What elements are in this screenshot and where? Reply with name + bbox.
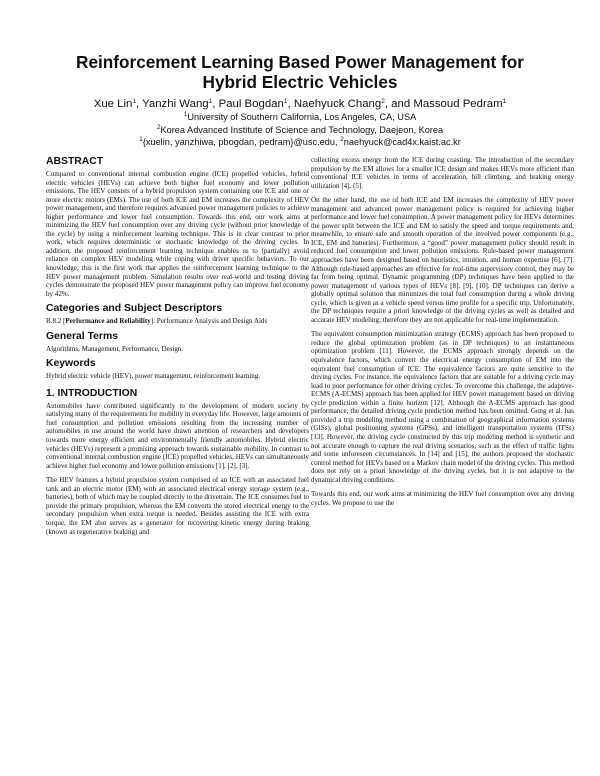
author-emails [0, 136, 600, 149]
introduction-heading: 1. INTRODUCTION [46, 387, 138, 399]
email-usc: {xuelin, yanzhiwa, pbogdan, pedram}@usc.edu, [142, 137, 338, 148]
abstract-section [46, 156, 309, 298]
author-separator: , [212, 98, 219, 110]
author-separator: , [136, 98, 143, 110]
categories-section [46, 303, 309, 326]
left-column [46, 156, 309, 770]
affiliation-mark: 2 [156, 123, 161, 131]
intro-paragraph-1: Automobiles have contributed significantly to the development of modern society by satisfying many of the requirements for mobility in everyday life. However, large amounts of fuel consumption and pollution emissions resulting from the increasing number of automobiles in use around the world have drawn attention of researchers and developers towards more energy efficient and environmentally friendly automobiles. Hybrid electric vehicles (HEVs) represent a promising approach towards sustainable mobility. In contrast to conventional internal combustion engine (ICE) propelled vehicles, HEVs can simultaneously achieve higher fuel economy and lower pollution emissions [1], [2], [3]. [46, 401, 309, 470]
category-code: B.8.2 [ [46, 317, 66, 326]
right-column [311, 156, 574, 770]
affiliation-mark: 1 [283, 98, 288, 105]
general-terms-heading: General Terms [46, 330, 118, 342]
affiliation-text: Korea Advanced Institute of Science and Technology, Daejeon, Korea [160, 124, 444, 135]
category-name: Performance and Reliability [65, 317, 151, 326]
author-name: Naehyuck Chang [293, 98, 382, 110]
affiliation-mark: 1 [208, 98, 213, 105]
keywords-heading: Keywords [46, 358, 96, 370]
author-name: Massoud Pedram [413, 98, 503, 110]
affiliation-mark: 2 [381, 98, 385, 105]
general-terms-text: Algorithms, Management, Performance, Design. [46, 344, 184, 353]
email-kaist: naehyuck@cad4x.kaist.ac.kr [343, 137, 461, 148]
affiliation-mark: 2 [340, 136, 344, 144]
author-name: Paul Bogdan [218, 98, 284, 110]
keywords-text: Hybrid electric vehicle (HEV), power management, reinforcement learning. [46, 372, 261, 381]
intro-paragraph-4: On the other hand, the use of both ICE and EM increases the complexity of HEV power management and advanced power management policy is required for achieving higher performance and lower fuel consumption. A power management policy for HEVs determines the power split between the ICE and EM to satisfy the speed and torque requirements and, meanwhile, to ensure safe and smooth operation of the involved power components (e.g., ICE, EM and batteries). Furthermore, a “good” power management policy should result in reduced fuel consumption and lower pollution emissions. Rule-based power management approaches have been designed based on heuristics, intuition, and human expertise [6], [7]. Although rule-based approaches are effective for real-time supervisory control, they may be far from being optimal. Dynamic programming (DP) techniques have been applied to the power management of various types of HEVs [8], [9], [10]. DP techniques can derive a globally optimal solution that minimizes the total fuel consumption during a whole driving cycle, which is given as a vehicle speed versus time profile for a specific trip. Unfortunately, the DP techniques require a priori knowledge of the driving cycles as well as detailed and accurate HEV modeling; therefore they are not applicable for real-time implementation. [311, 196, 574, 324]
categories-heading: Categories and Subject Descriptors [46, 303, 223, 315]
affiliation-mark: 1 [183, 111, 188, 118]
intro-paragraph-6: Towards this end, our work aims at minimizing the HEV fuel consumption over any driving cycles. We propose to use the [311, 490, 574, 507]
title-line-2: Hybrid Electric Vehicles [202, 72, 398, 92]
affiliation-1 [0, 111, 600, 124]
intro-paragraph-3: collecting excess energy from the ICE during coasting. The introduction of the secondary propulsion by the EM allows for a smaller ICE design and makes HEVs more efficient than conventional ICE vehicles in terms of acceleration, hill climbing, and braking energy utilization [4], [5]. [311, 156, 574, 190]
author-list [0, 97, 600, 111]
paper-title [0, 52, 600, 92]
affiliation-2 [0, 124, 600, 137]
author-name: Xue Lin [93, 98, 133, 110]
affiliation-mark: 1 [502, 98, 507, 105]
abstract-heading: ABSTRACT [46, 156, 104, 167]
introduction-section [46, 388, 309, 536]
category-rest: ]: Performance Analysis and Design Aids [150, 317, 268, 326]
general-terms-section [46, 331, 309, 354]
author-name: Yanzhi Wang [142, 98, 209, 110]
affiliation-mark: 1 [132, 98, 137, 105]
categories-text [46, 317, 309, 326]
affiliations [0, 111, 600, 149]
keywords-section [46, 358, 309, 381]
affiliation-mark: 1 [139, 136, 143, 144]
author-separator: , [287, 98, 294, 110]
intro-paragraph-5: The equivalent consumption minimization strategy (ECMS) approach has been proposed to reduce the global optimization problem (as in DP techniques) to an instantaneous optimization problem [11]. However, the ECMS approach strongly depends on the equivalence factors, which convert the electrical energy consumption of EM into the equivalent fuel consumption of ICE. The equivalence factors are quite sensitive to the driving cycles. For instance, the equivalence factors that are suitable for a driving cycle may lead to poor performance for other driving cycles. To overcome this challenge, the adaptive-ECMS (A-ECMS) approach has been applied for HEV power management based on driving cycle prediction within a finite horizon [12]. Although the A-ECMS approach has good performance, the detailed driving cycle prediction method has been omitted. Gong et al. has provided a trip modeling method using a combination of geographical information systems (GISs), global positioning systems (GPSs), and intelligent transportation systems (ITSs) [13]. However, the driving cycle constructed by this trip modeling method is synthetic and not accurate enough to capture the real driving scenarios, such as the effect of traffic lights and some unforeseen circumstances. In [14] and [15], the authors proposed the stochastic control method for HEVs based on a Markov chain model of the driving cycles. This method does not rely on a priori knowledge of the driving cycles, but it is not adaptive to the dynamical driving conditions. [311, 330, 574, 484]
intro-paragraph-2: The HEV features a hybrid propulsion system comprised of an ICE with an associated fuel tank and an electric motor (EM) with an associated electrical energy storage system (e.g., batteries), both of which may be coupled directly to the drivetrain. The ICE consumes fuel to provide the primary propulsion, whereas the EM converts the stored electrical energy to the secondary propulsion when extra torque is needed. Besides assisting the ICE with extra torque, the EM also serves as a generator for recovering kinetic energy during braking (known as regenerative braking) and [46, 476, 309, 536]
author-separator: , and [384, 98, 414, 110]
affiliation-text: University of Southern California, Los Angeles, CA, USA [187, 112, 417, 122]
abstract-text: Compared to conventional internal combustion engine (ICE) propelled vehicles, hybrid electric vehicles (HEVs) can achieve both higher fuel economy and lower pollution emissions. The HEV consists of a hybrid propulsion system containing one ICE and one or more electric motors (EMs). The use of both ICE and EM increases the complexity of HEV power management, and therefore requires advanced power management policies to achieve higher performance and lower fuel consumption. Towards this end, our work aims at minimizing the HEV fuel consumption over any driving cycle (without prior knowledge of the cycle) by using a reinforcement learning technique. This is in clear contrast to prior work, which requires deterministic or stochastic knowledge of the driving cycles. In addition, the proposed reinforcement learning technique enables us to (partially) avoid reliance on complex HEV modeling while coping with driver specific behaviors. To our knowledge, this is the first work that applies the reinforcement learning technique to the HEV power management problem. Simulation results over real-world and testing driving cycles demonstrate the proposed HEV power management policy can improve fuel economy by 42%. [46, 170, 309, 298]
title-line-1: Reinforcement Learning Based Power Management for [76, 52, 524, 72]
